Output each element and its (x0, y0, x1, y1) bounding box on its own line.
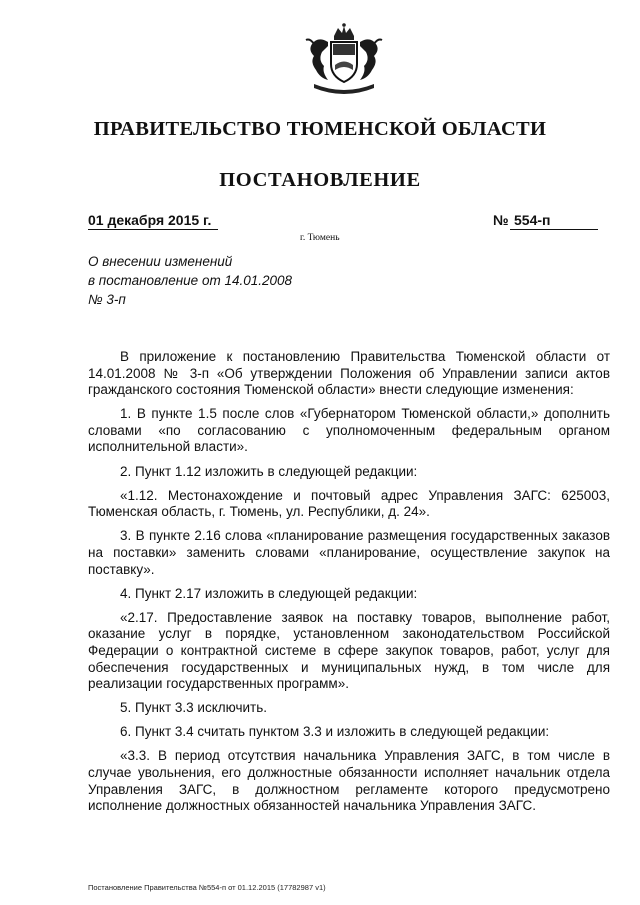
subject-line: О внесении изменений (88, 254, 233, 269)
body-paragraph: 2. Пункт 1.12 изложить в следующей редакции: (120, 463, 418, 479)
tyumen-region-coat-of-arms-icon (298, 22, 390, 100)
body-paragraph: В приложение к постановлению Правительства Тюменской области от 14.01.2008 № 3-п «Об утверждении Положения об Управлении записи актов гражданского состояния Тюменской области» внести следующие изменения: (88, 349, 610, 398)
document-body (88, 349, 610, 822)
coat-of-arms-emblem (298, 22, 390, 100)
document-subject (88, 252, 348, 309)
document-type: ПОСТАНОВЛЕНИЕ (219, 169, 421, 191)
body-paragraph: «1.12. Местонахождение и почтовый адрес Управления ЗАГС: 625003, Тюменская область, г. Тюмень, ул. Республики, д. 24». (88, 487, 610, 520)
body-paragraph: 3. В пункте 2.16 слова «планирование размещения государственных заказов на поставки» заменить словами «планирование, осуществление закупок на поставку». (88, 528, 610, 577)
number-underline (510, 229, 598, 230)
document-footer: Постановление Правительства №554-п от 01.12.2015 (17782987 v1) (88, 883, 326, 892)
subject-line: в постановление от 14.01.2008 (88, 273, 293, 288)
date-underline (88, 229, 218, 230)
body-paragraph: «3.3. В период отсутствия начальника Управления ЗАГС, в том числе в случае увольнения, его должностные обязанности исполняет начальник отдела Управления ЗАГС, в должностном регламенте которого предусмотрено исполнение должностных обязанностей начальника Управления ЗАГС. (88, 748, 610, 814)
government-title: ПРАВИТЕЛЬСТВО ТЮМЕНСКОЙ ОБЛАСТИ (93, 118, 547, 140)
document-date: 01 декабря 2015 г. (88, 212, 212, 228)
document-number-label: № (493, 212, 509, 228)
body-paragraph: «2.17. Предоставление заявок на поставку товаров, выполнение работ, оказание услуг в порядке, установленном законодательством Российской Федерации о контрактной системе в сфере закупок товаров, работ, услуг для обеспечения государственных и муниципальных нужд, в том числе для реализации государственных программ». (88, 609, 610, 692)
body-paragraph: 5. Пункт 3.3 исключить. (120, 700, 268, 716)
document-city: г. Тюмень (300, 233, 340, 243)
subject-line: № 3-п (88, 292, 126, 307)
document-number: 554-п (514, 212, 551, 228)
body-paragraph: 4. Пункт 2.17 изложить в следующей редакции: (120, 585, 418, 601)
body-paragraph: 6. Пункт 3.4 считать пунктом 3.3 и изложить в следующей редакции: (120, 724, 550, 740)
body-paragraph: 1. В пункте 1.5 после слов «Губернатором Тюменской области,» дополнить словами «по согласованию с уполномоченным федеральным органом исполнительной власти». (88, 406, 610, 455)
